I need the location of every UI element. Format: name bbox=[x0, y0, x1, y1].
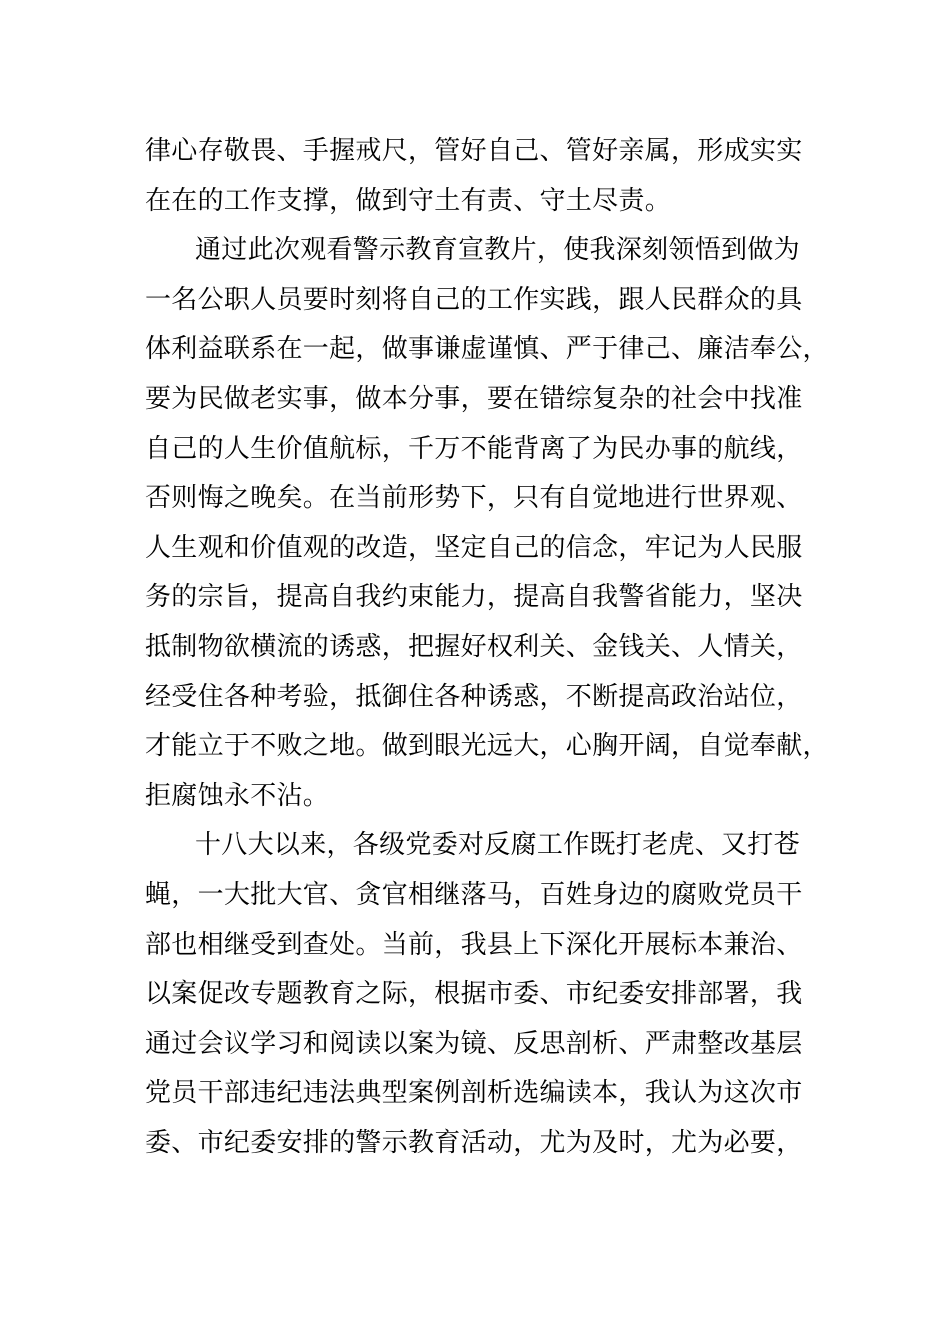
text-line: 蝇，一大批大官、贪官相继落马，百姓身边的腐败党员干 bbox=[145, 879, 803, 910]
text-line: 经受住各种考验，抵御住各种诱惑，不断提高政治站位， bbox=[145, 681, 803, 712]
text-line: 务的宗旨，提高自我约束能力，提高自我警省能力，坚决 bbox=[145, 582, 803, 613]
text-line: 人生观和价值观的改造，坚定自己的信念，牢记为人民服 bbox=[145, 532, 803, 563]
text-line: 自己的人生价值航标，千万不能背离了为民办事的航线， bbox=[145, 433, 803, 464]
paragraph-first-line: 十八大以来，各级党委对反腐工作既打老虎、又打苍 bbox=[195, 830, 800, 861]
text-line: 一名公职人员要时刻将自己的工作实践，跟人民群众的具 bbox=[145, 284, 803, 315]
text-line: 部也相继受到查处。当前，我县上下深化开展标本兼治、 bbox=[145, 929, 803, 960]
text-line: 在在的工作支撑，做到守土有责、守土尽责。 bbox=[145, 185, 672, 216]
text-line: 拒腐蚀永不沾。 bbox=[145, 780, 330, 811]
text-line: 委、市纪委安排的警示教育活动，尤为及时，尤为必要， bbox=[145, 1127, 803, 1158]
text-line: 抵制物欲横流的诱惑，把握好权利关、金钱关、人情关， bbox=[145, 631, 803, 662]
body-text bbox=[145, 127, 829, 1168]
text-line: 体利益联系在一起，做事谦虚谨慎、严于律己、廉洁奉公， bbox=[145, 334, 829, 365]
text-line: 要为民做老实事，做本分事，要在错综复杂的社会中找准 bbox=[145, 383, 803, 414]
text-line: 否则悔之晚矣。在当前形势下，只有自觉地进行世界观、 bbox=[145, 483, 803, 514]
text-line: 通过会议学习和阅读以案为镜、反思剖析、严肃整改基层 bbox=[145, 1028, 803, 1059]
text-line: 党员干部违纪违法典型案例剖析选编读本，我认为这次市 bbox=[145, 1078, 803, 1109]
text-line: 才能立于不败之地。做到眼光远大，心胸开阔，自觉奉献， bbox=[145, 731, 829, 762]
paragraph-first-line: 通过此次观看警示教育宣教片，使我深刻领悟到做为 bbox=[195, 235, 800, 266]
text-line: 律心存敬畏、手握戒尺，管好自己、管好亲属，形成实实 bbox=[145, 136, 803, 166]
text-line: 以案促改专题教育之际，根据市委、市纪委安排部署，我 bbox=[145, 979, 803, 1010]
